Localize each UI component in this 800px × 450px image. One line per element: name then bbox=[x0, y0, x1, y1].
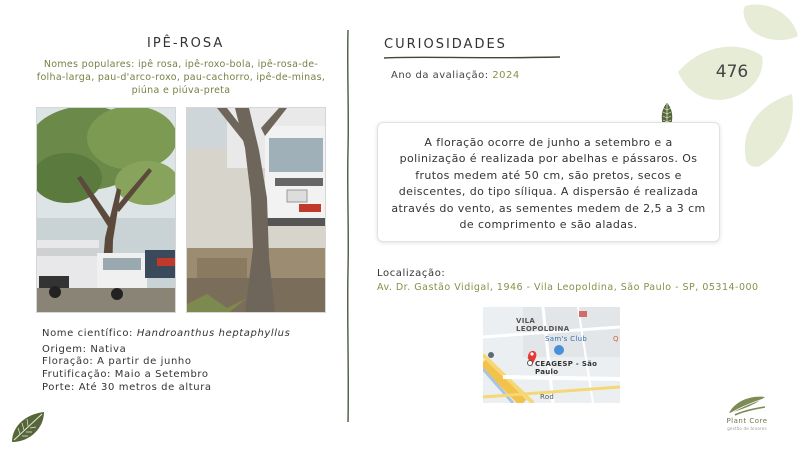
leaf-icon bbox=[8, 408, 48, 446]
page-title: IPÊ-ROSA bbox=[147, 36, 225, 51]
logo-name: Plant Core bbox=[726, 417, 768, 425]
popular-names: Nomes populares: ipê rosa, ipê-roxo-bola, ipê-rosa-de-folha-larga, pau-d'arco-roxo, pau-cachorro, ipê-de-minas, piúna e piúva-preta bbox=[36, 59, 326, 96]
logo-tagline: gestão de árvores bbox=[727, 426, 767, 431]
tree-trunk-with-truck-photo bbox=[186, 107, 326, 313]
scientific-name: Nome científico: Handroanthus heptaphyllus bbox=[42, 328, 291, 339]
tree-size: Porte: Até 30 metros de altura bbox=[42, 382, 212, 393]
vertical-divider bbox=[346, 30, 350, 422]
location-address[interactable]: Av. Dr. Gastão Vidigal, 1946 - Vila Leopoldina, São Paulo - SP, 05314-000 bbox=[377, 282, 759, 293]
scientific-name-value: Handroanthus heptaphyllus bbox=[136, 328, 291, 339]
evaluation-year bbox=[391, 70, 520, 81]
map-store-label: Sam's Club bbox=[545, 335, 588, 343]
map-road-label: Rod bbox=[540, 393, 555, 401]
location-label: Localização: bbox=[377, 268, 446, 279]
evaluation-year-label: Ano da avaliação: bbox=[391, 70, 489, 81]
map-area-label: LEOPOLDINA bbox=[516, 325, 570, 333]
title-underline bbox=[384, 55, 560, 61]
flowering: Floração: A partir de junho bbox=[42, 356, 192, 367]
curiosities-title: CURIOSIDADES bbox=[384, 37, 507, 52]
tree-number-badge: 476 bbox=[715, 62, 749, 82]
evaluation-year-value: 2024 bbox=[492, 70, 520, 81]
map-place-label: CEAGESP - São Paulo bbox=[535, 360, 598, 376]
location-map[interactable] bbox=[483, 307, 620, 403]
plant-core-logo-icon bbox=[727, 393, 767, 417]
tree-with-trucks-photo bbox=[36, 107, 176, 313]
curiosity-card: A floração ocorre de junho a setembro e a polinização é realizada por abelhas e pássaros. Os frutos medem até 50 cm, são pretos, secos e deiscentes, do tipo síliqua. A dispersão é realizada através do vento, as sementes medem de 2,5 a 3 cm de comprimento e são aladas. bbox=[377, 122, 720, 242]
map-q-label: Q bbox=[613, 335, 619, 343]
origin: Origem: Nativa bbox=[42, 344, 127, 355]
fruiting: Frutificação: Maio a Setembro bbox=[42, 369, 209, 380]
map-area-label: VILA bbox=[516, 317, 536, 325]
